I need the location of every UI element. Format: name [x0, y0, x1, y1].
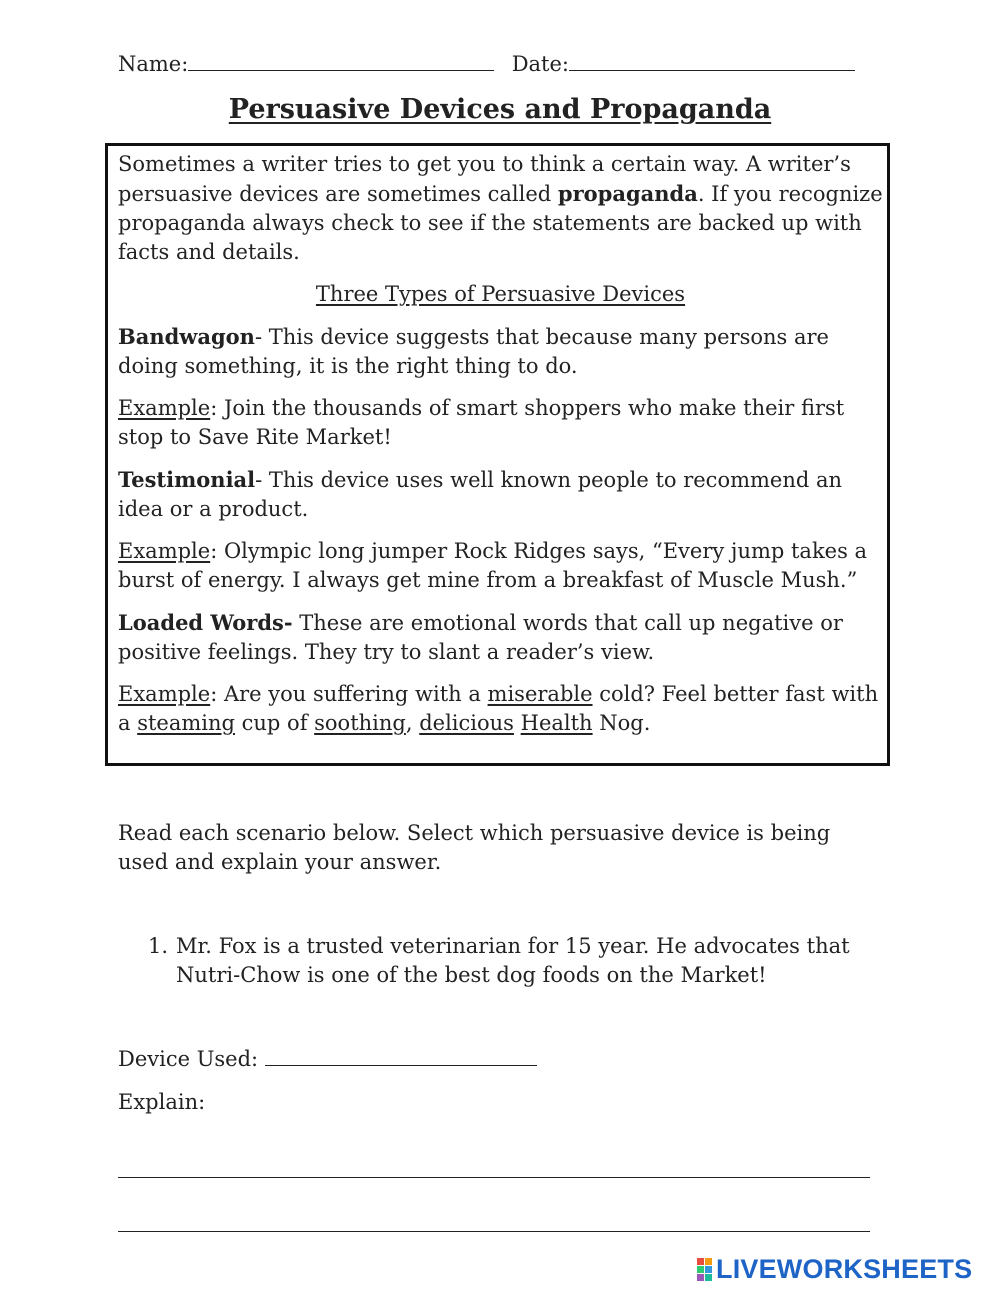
device-used-input-line[interactable]: [265, 1047, 537, 1066]
info-box: [105, 143, 890, 766]
intro-bold-term: propaganda: [557, 181, 698, 206]
testimonial-def-text: - This device uses well known people to recommend an idea or a product.: [118, 468, 843, 521]
explain-answer-line-1[interactable]: [118, 1177, 870, 1178]
example-text: : Are you suffering with a: [210, 682, 488, 706]
question-text: Mr. Fox is a trusted veterinarian for 15 year. He advocates that Nutri-Chow is one of the best dog foods on the Market!: [176, 934, 850, 987]
device-used-label: Device Used:: [118, 1047, 259, 1071]
bandwagon-example: [118, 394, 883, 452]
device-used-row: [118, 1045, 537, 1074]
example-label: Example: [118, 396, 211, 420]
bandwagon-term: Bandwagon: [118, 324, 255, 349]
loaded-word: soothing: [314, 711, 406, 735]
name-label: Name:: [118, 52, 189, 76]
bandwagon-definition: [118, 322, 883, 381]
intro-text-1: Sometimes a writer tries to get you to think a certain way. A writer’s persuasive devices are sometimes called: [118, 152, 851, 206]
example-text: Nog.: [592, 711, 651, 735]
section-subheading: Three Types of Persuasive Devices: [315, 282, 686, 306]
name-input-line[interactable]: [188, 52, 494, 71]
intro-paragraph: [118, 150, 883, 267]
testimonial-term: Testimonial: [118, 467, 256, 492]
loaded-words-term: Loaded Words-: [118, 610, 293, 635]
logo-mark-icon: [697, 1258, 712, 1281]
example-text: ,: [405, 711, 420, 735]
header-fields: [118, 50, 855, 79]
instructions: Read each scenario below. Select which persuasive device is being used and explain your answer.: [118, 821, 831, 874]
explain-answer-line-2[interactable]: [118, 1231, 870, 1232]
example-label: Example: [118, 539, 211, 563]
page-title: Persuasive Devices and Propaganda: [228, 94, 772, 125]
loaded-word: miserable: [487, 682, 593, 706]
example-text: cup of: [234, 711, 315, 735]
example-label: Example: [118, 682, 211, 706]
loaded-words-definition: [118, 608, 883, 667]
testimonial-example: [118, 537, 883, 595]
loaded-word: delicious: [419, 711, 514, 735]
liveworksheets-logo: [697, 1254, 972, 1284]
date-input-line[interactable]: [569, 52, 855, 71]
testimonial-example-text: : Olympic long jumper Rock Ridges says, “Every jump takes a burst of energy. I always get mine from a breakfast of Muscle Mush.”: [118, 539, 868, 592]
testimonial-definition: [118, 465, 883, 524]
example-text: [514, 711, 521, 735]
bandwagon-def-text: - This device suggests that because many persons are doing something, it is the right thing to do.: [118, 325, 829, 378]
loaded-words-def-text: These are emotional words that call up negative or positive feelings. They try to slant a reader’s view.: [118, 611, 843, 664]
explain-label: Explain:: [118, 1090, 206, 1114]
loaded-word: Health: [520, 711, 593, 735]
example-text: cold? Feel better fast with a: [118, 682, 879, 735]
bandwagon-example-text: : Join the thousands of smart shoppers who make their first stop to Save Rite Market!: [118, 396, 845, 449]
loaded-words-example: [118, 680, 883, 738]
logo-text: LIVEWORKSHEETS: [716, 1254, 973, 1284]
date-label: Date:: [511, 52, 569, 76]
question-number: 1.: [148, 934, 169, 958]
loaded-word: steaming: [137, 711, 235, 735]
intro-text-2: . If you recognize propaganda always check to see if the statements are backed up with facts and details.: [118, 182, 883, 264]
